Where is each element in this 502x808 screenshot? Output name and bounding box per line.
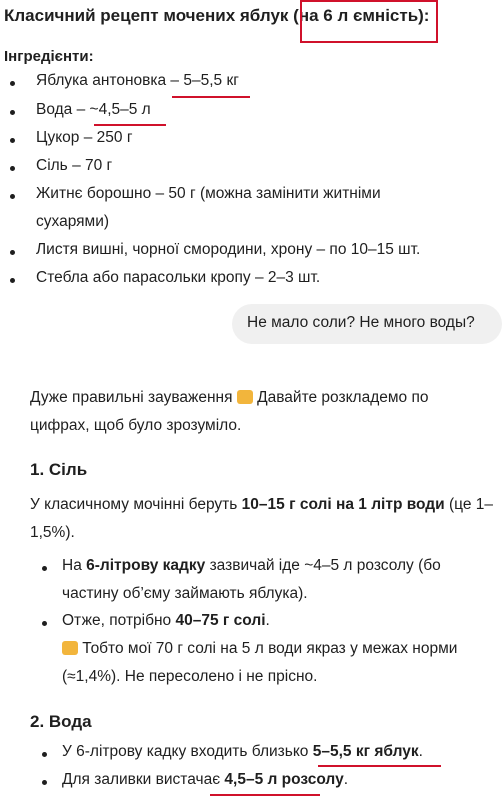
red-highlight-box <box>300 0 438 43</box>
water-bullet-1: У 6-літрову кадку входить близько 5–5,5 кг яблук. <box>62 743 423 760</box>
ingredient-sugar: Цукор – 250 г <box>36 129 133 146</box>
bullet <box>10 81 15 86</box>
pointing-hand-icon <box>62 641 78 655</box>
red-underline <box>318 765 441 767</box>
ingredient-salt: Сіль – 70 г <box>36 157 113 174</box>
bullet <box>42 566 47 571</box>
salt-paragraph-cont: 1,5%). <box>30 524 75 541</box>
user-message-bubble <box>232 304 502 344</box>
salt-bullet-1-cont: частину об’єму займають яблука). <box>62 585 308 602</box>
reply-intro-line-2: цифрах, щоб було зрозуміло. <box>30 417 242 434</box>
salt-paragraph: У класичному мочінні беруть 10–15 г солі на 1 літр води (це 1– <box>30 496 494 513</box>
ingredient-flour: Житнє борошно – 50 г (можна замінити житніми <box>36 185 381 202</box>
salt-bullet-3: Тобто мої 70 г солі на 5 л води якраз у межах норми <box>62 640 457 658</box>
salt-bullet-3-cont: (≈1,4%). Не пересолено і не прісно. <box>62 668 318 685</box>
bullet <box>42 621 47 626</box>
bullet <box>42 752 47 757</box>
bullet <box>10 250 15 255</box>
ingredient-apples: Яблука антоновка – 5–5,5 кг <box>36 72 239 89</box>
bullet <box>10 194 15 199</box>
user-message-text: Не мало соли? Не много воды? <box>247 314 475 331</box>
salt-bullet-1: На 6-літрову кадку зазвичай іде ~4–5 л розсолу (бо <box>62 557 441 574</box>
ingredient-dill: Стебла або парасольки кропу – 2–3 шт. <box>36 269 321 286</box>
ingredient-water: Вода – ~4,5–5 л <box>36 101 151 118</box>
thumbs-up-icon <box>237 390 253 404</box>
red-underline <box>172 96 250 98</box>
ingredients-heading: Інгредієнти: <box>4 48 94 65</box>
bullet <box>10 278 15 283</box>
salt-bullet-2: Отже, потрібно 40–75 г солі. <box>62 612 270 629</box>
water-bullet-2: Для заливки вистачає 4,5–5 л розсолу. <box>62 771 348 788</box>
section-water-title: 2. Вода <box>30 712 92 731</box>
red-underline <box>94 124 166 126</box>
red-underline <box>210 794 320 796</box>
bullet <box>10 110 15 115</box>
section-salt-title: 1. Сіль <box>30 460 88 479</box>
bullet <box>10 166 15 171</box>
reply-intro-line-1: Дуже правильні зауваження Давайте розкладемо по <box>30 389 429 406</box>
title-text: Класичний рецепт мочених яблук <box>4 6 294 25</box>
ingredient-flour-cont: сухарями) <box>36 213 110 230</box>
ingredient-leaves: Листя вишні, чорної смородини, хрону – по 10–15 шт. <box>36 241 421 258</box>
title-capacity: (на 6 л ємність): <box>293 6 430 25</box>
bullet <box>10 138 15 143</box>
bullet <box>42 780 47 785</box>
